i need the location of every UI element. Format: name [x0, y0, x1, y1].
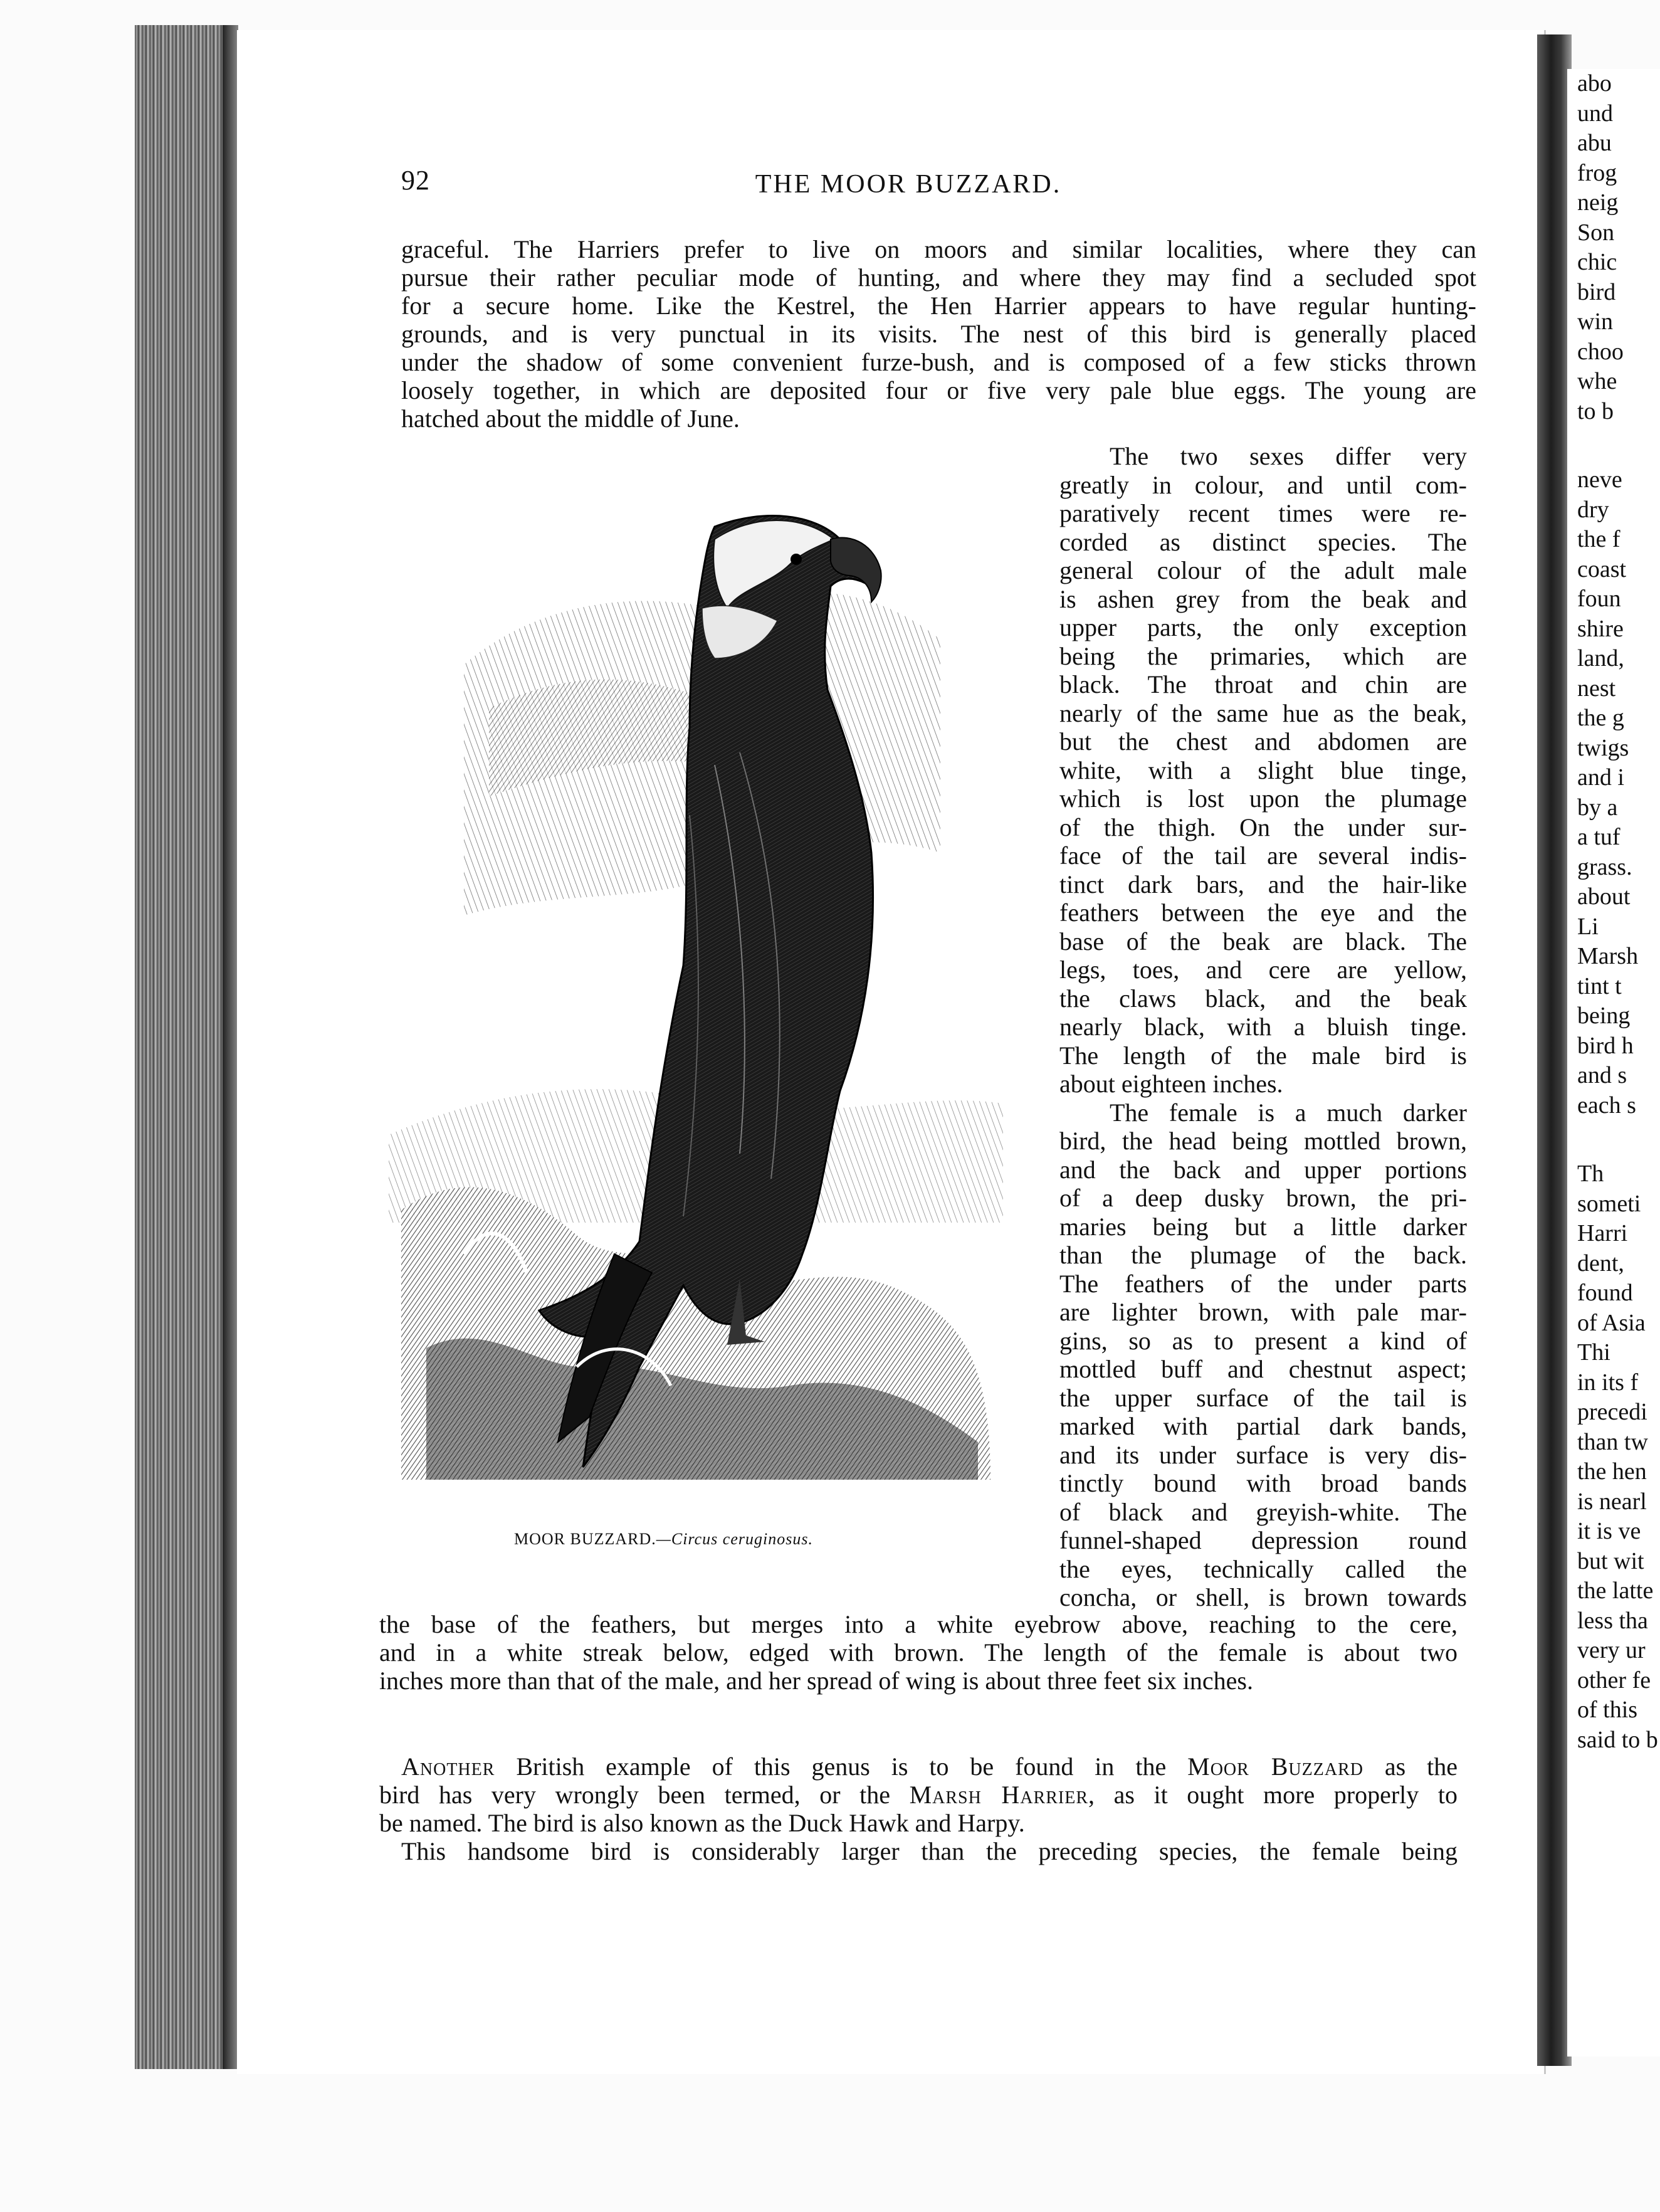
text-line: bird, the head being mottled brown,	[1059, 1127, 1467, 1155]
facing-page-line: Li	[1577, 913, 1599, 940]
facing-page-line: Harri	[1577, 1220, 1628, 1246]
lead-word: Another	[401, 1752, 495, 1781]
facing-page-line: precedi	[1577, 1399, 1647, 1425]
bird-engraving	[389, 502, 1003, 1498]
text-line: for a secure home. Like the Kestrel, the Hen Harrier appears to have regular hunting-	[401, 292, 1476, 320]
facing-page-line: frog	[1577, 159, 1617, 186]
text-line: pursue their rather peculiar mode of hunting, and where they may find a secluded spot	[401, 263, 1476, 292]
text-line: general colour of the adult male	[1059, 556, 1467, 584]
facing-page-line: Son	[1577, 219, 1615, 246]
facing-page-line: someti	[1577, 1190, 1641, 1217]
text-line: corded as distinct species. The	[1059, 527, 1467, 556]
text-line	[379, 1781, 1458, 1809]
facing-page-line: the hen	[1577, 1458, 1647, 1485]
text-line: are lighter brown, with pale mar-	[1059, 1298, 1467, 1326]
text-line: feathers between the eye and the	[1059, 898, 1467, 927]
text-line: nearly of the same hue as the beak,	[1059, 698, 1467, 727]
text-line: is ashen grey from the beak and	[1059, 584, 1467, 613]
text-line	[379, 1752, 1458, 1781]
facing-page-line: by a	[1577, 794, 1618, 821]
text-line: of black and greyish-white. The	[1059, 1497, 1467, 1526]
facing-page-line: of Asia	[1577, 1309, 1646, 1336]
facing-page-line: Thi	[1577, 1339, 1610, 1366]
facing-page-line: and i	[1577, 764, 1624, 791]
text-line: inches more than that of the male, and her spread of wing is about three feet six inches.	[379, 1667, 1253, 1695]
facing-page-line: about	[1577, 883, 1631, 910]
caption-latin-name: —Circus ceruginosus.	[656, 1530, 813, 1548]
intro-paragraph	[401, 235, 1476, 433]
facing-page-line: bird h	[1577, 1032, 1634, 1059]
text-line: being the primaries, which are	[1059, 641, 1467, 670]
facing-page-fragment	[1567, 69, 1660, 2057]
text-line: funnel-shaped depression round	[1059, 1526, 1467, 1554]
facing-page-line: and s	[1577, 1062, 1627, 1088]
text-line: grounds, and is very punctual in its visits. The nest of this bird is generally placed	[401, 320, 1476, 348]
facing-page-line: neve	[1577, 466, 1622, 493]
page-number: 92	[401, 165, 430, 196]
facing-page-line: dry	[1577, 496, 1609, 523]
text-line: under the shadow of some convenient furze-bush, and is composed of a few sticks thrown	[401, 348, 1476, 376]
text-line: The feathers of the under parts	[1059, 1269, 1467, 1298]
text-line: of a deep dusky brown, the pri-	[1059, 1184, 1467, 1212]
text-line: be named. The bird is also known as the Duck Hawk and Harpy.	[379, 1809, 1025, 1837]
text-line: and the back and upper portions	[1059, 1155, 1467, 1184]
another-paragraph	[379, 1752, 1458, 1865]
text-line: gins, so as to present a kind of	[1059, 1326, 1467, 1355]
facing-page-line: a tuf	[1577, 824, 1621, 850]
facing-page-line: und	[1577, 100, 1613, 127]
facing-page-line: dent,	[1577, 1250, 1624, 1277]
facing-page-line: found	[1577, 1280, 1633, 1306]
facing-page-line: being	[1577, 1003, 1631, 1029]
facing-page-line: but wit	[1577, 1547, 1644, 1574]
text-run: British example of this genus is to be found in the	[495, 1752, 1188, 1781]
facing-page-line: neig	[1577, 189, 1619, 216]
facing-page-line: chic	[1577, 249, 1617, 275]
text-line: white, with a slight blue tinge,	[1059, 756, 1467, 784]
facing-page-line: tint t	[1577, 972, 1622, 999]
facing-page-line: land,	[1577, 645, 1624, 672]
text-line: concha, or shell, is brown towards	[1059, 1583, 1467, 1611]
facing-page-line: each s	[1577, 1092, 1636, 1119]
text-line: the upper surface of the tail is	[1059, 1383, 1467, 1412]
facing-page-line: is nearl	[1577, 1488, 1647, 1515]
text-line: maries being but a little darker	[1059, 1212, 1467, 1241]
facing-page-line: abu	[1577, 130, 1612, 156]
species-name: Moor Buzzard	[1187, 1752, 1363, 1781]
facing-page-line: than tw	[1577, 1428, 1648, 1455]
facing-page-line: bird	[1577, 278, 1616, 305]
facing-page-line: it is ve	[1577, 1518, 1641, 1544]
text-line: The female is a much darker	[1110, 1098, 1467, 1127]
facing-page-line: other fe	[1577, 1667, 1651, 1693]
facing-page-line: abo	[1577, 70, 1612, 97]
text-run: bird has very wrongly been termed, or the	[379, 1781, 910, 1809]
facing-page-line: Th	[1577, 1161, 1604, 1187]
text-line: about eighteen inches.	[1059, 1070, 1283, 1098]
text-line: than the plumage of the back.	[1059, 1241, 1467, 1269]
facing-page-line: choo	[1577, 338, 1624, 365]
text-line: paratively recent times were re-	[1059, 499, 1467, 527]
text-line: base of the beak are black. The	[1059, 927, 1467, 956]
book-left-edge	[135, 25, 235, 2069]
text-line: which is lost upon the plumage	[1059, 784, 1467, 813]
right-column-text	[1059, 442, 1467, 1612]
facing-page-line: in its f	[1577, 1369, 1639, 1396]
text-line: The length of the male bird is	[1059, 1041, 1467, 1070]
text-line: but the chest and abdomen are	[1059, 727, 1467, 756]
text-line: the claws black, and the beak	[1059, 984, 1467, 1013]
text-line: loosely together, in which are deposited four or five very pale blue eggs. The young are	[401, 376, 1476, 404]
facing-page-line: twigs	[1577, 734, 1629, 761]
facing-page-line: Marsh	[1577, 943, 1639, 969]
facing-page-line: win	[1577, 308, 1613, 335]
text-line: legs, toes, and cere are yellow,	[1059, 956, 1467, 984]
facing-page-line: the g	[1577, 705, 1624, 731]
paragraph-gap	[1567, 426, 1660, 465]
text-line: mottled buff and chestnut aspect;	[1059, 1355, 1467, 1383]
text-line: black. The throat and chin are	[1059, 670, 1467, 698]
text-line: and in a white streak below, edged with brown. The length of the female is about two	[379, 1638, 1458, 1667]
caption-title: MOOR BUZZARD.	[514, 1530, 656, 1548]
facing-page-line: very ur	[1577, 1637, 1646, 1663]
text-line: marked with partial dark bands,	[1059, 1412, 1467, 1440]
facing-page-line: less tha	[1577, 1607, 1648, 1634]
continuation-paragraph	[379, 1610, 1458, 1695]
facing-page-line: whe	[1577, 368, 1617, 394]
text-line: This handsome bird is considerably larger than the preceding species, the female being	[401, 1837, 1458, 1865]
facing-page-line: the f	[1577, 526, 1621, 552]
text-line: nearly black, with a bluish tinge.	[1059, 1013, 1467, 1041]
running-title-text: THE MOOR BUZZARD.	[755, 170, 1062, 199]
facing-page-line: nest	[1577, 675, 1616, 702]
text-line: hatched about the middle of June.	[401, 404, 740, 433]
facing-page-line: grass.	[1577, 853, 1632, 880]
moor-buzzard-illustration	[389, 502, 1003, 1498]
facing-page-line: foun	[1577, 586, 1621, 612]
text-run: , as it ought more properly to	[1088, 1781, 1458, 1809]
facing-page-line: shire	[1577, 615, 1624, 642]
paragraph-gap	[1567, 1120, 1660, 1159]
text-line: upper parts, the only exception	[1059, 613, 1467, 641]
text-line: The two sexes differ very	[1110, 442, 1467, 470]
book-gutter	[1537, 34, 1572, 2066]
book-edge-shadow	[223, 25, 238, 2069]
text-line: tinct dark bars, and the hair-like	[1059, 870, 1467, 898]
text-line: greatly in colour, and until com-	[1059, 470, 1467, 499]
facing-page-line: to b	[1577, 398, 1614, 424]
species-name: Marsh Harrier	[909, 1781, 1088, 1809]
facing-page-line: coast	[1577, 556, 1627, 582]
running-title	[0, 169, 1660, 199]
facing-page-line: said to b	[1577, 1726, 1658, 1753]
text-line: and its under surface is very dis-	[1059, 1440, 1467, 1469]
text-run: as the	[1363, 1752, 1458, 1781]
text-line: the eyes, technically called the	[1059, 1554, 1467, 1583]
figure-caption	[514, 1530, 813, 1549]
text-line: graceful. The Harriers prefer to live on moors and similar localities, where they can	[401, 235, 1476, 263]
text-line: of the thigh. On the under sur-	[1059, 813, 1467, 841]
facing-page-line: of this	[1577, 1697, 1638, 1723]
facing-page-line: the latte	[1577, 1577, 1654, 1604]
text-line: tinctly bound with broad bands	[1059, 1469, 1467, 1497]
text-line: face of the tail are several indis-	[1059, 841, 1467, 870]
text-line: the base of the feathers, but merges into a white eyebrow above, reaching to the cere,	[379, 1610, 1458, 1638]
